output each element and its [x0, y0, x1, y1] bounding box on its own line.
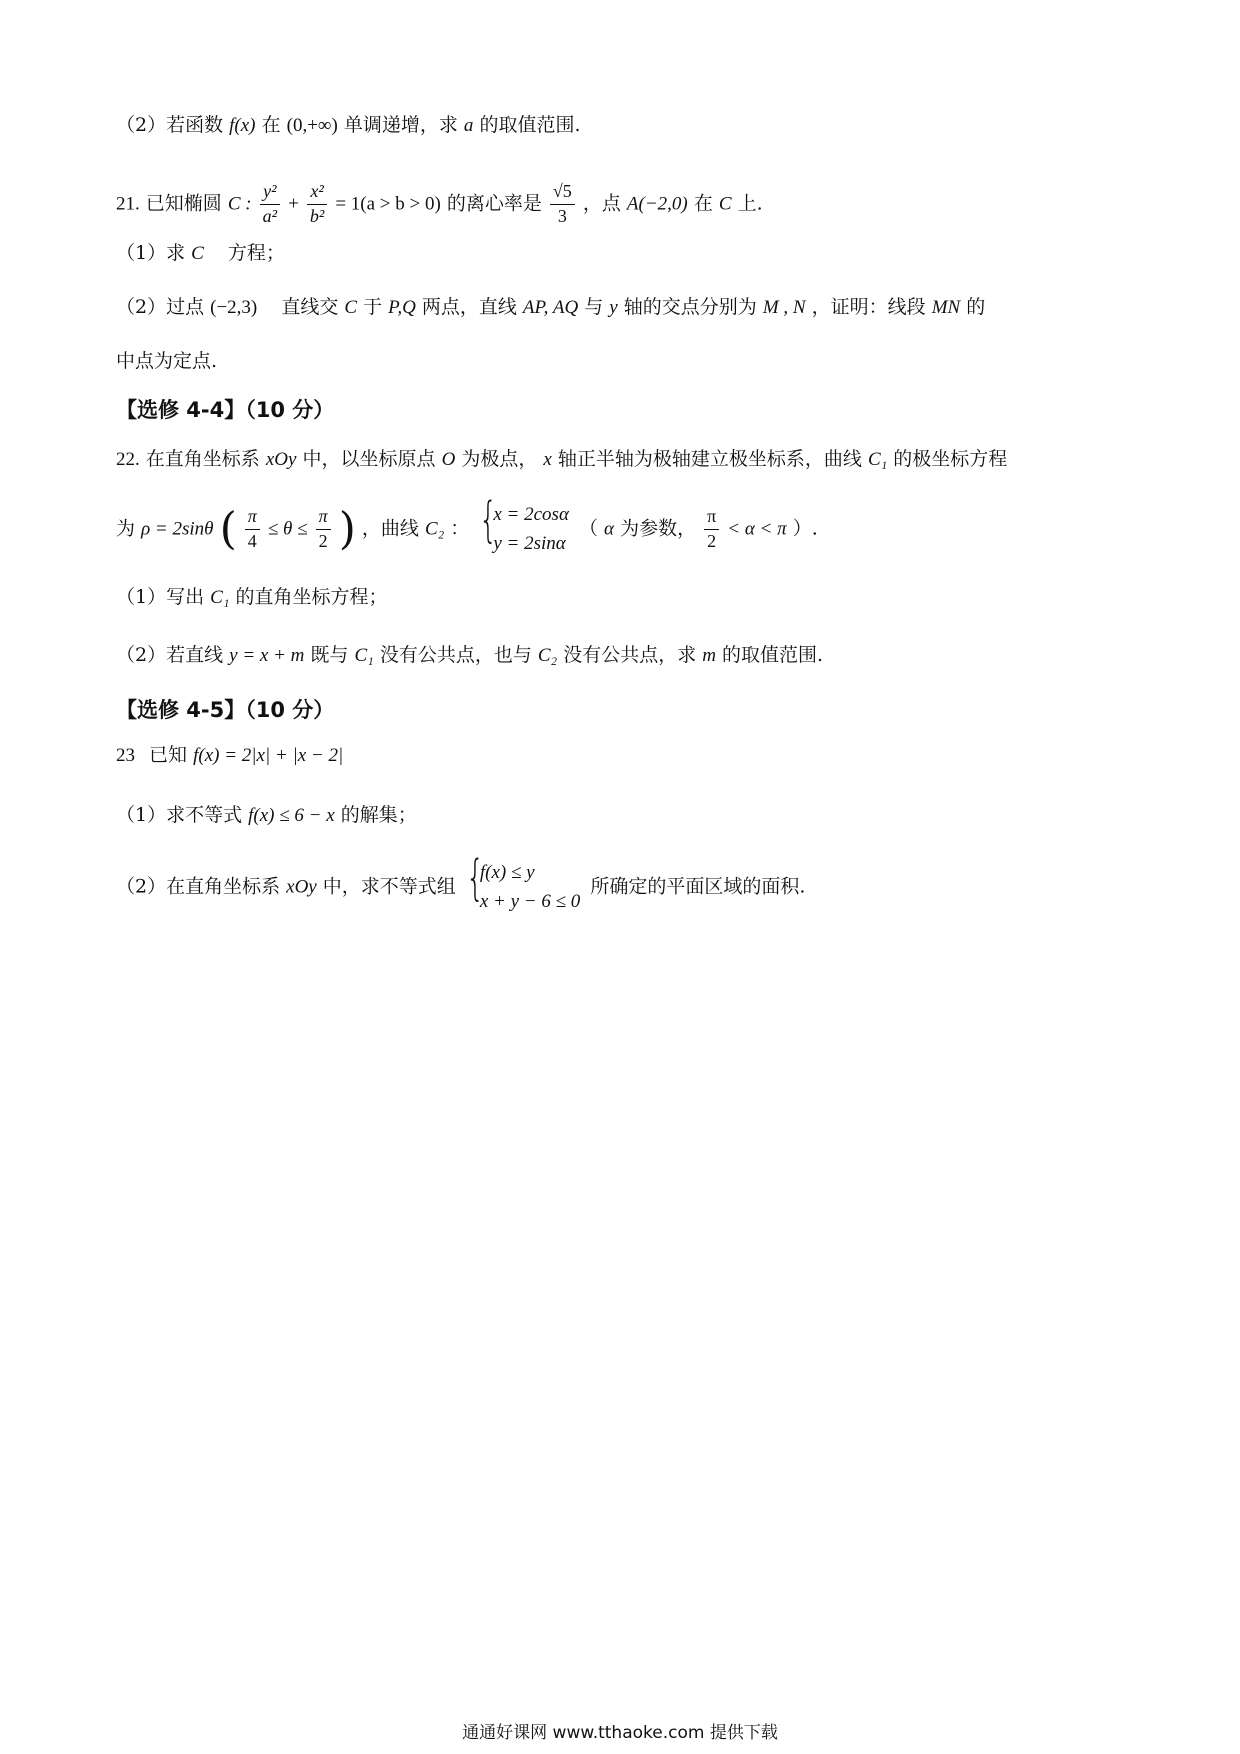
q20-suffix: 单调递增，求 — [343, 114, 458, 136]
q20-var-a: a — [463, 115, 474, 136]
q23-part2-c: 所确定的平面区域的面积. — [590, 875, 806, 898]
section-4-5-heading: 【选修 4-5】（10 分） — [116, 698, 335, 722]
q22-frac-2: 2 — [318, 530, 328, 551]
q21-part2-d: 于 — [363, 296, 383, 318]
q21-ecc-num: √5 — [550, 182, 575, 205]
q23-part2-a: （2）在直角坐标系 — [116, 875, 281, 898]
q21-part2-mn: M , N — [762, 297, 806, 318]
q22-right-paren: ) — [338, 503, 356, 555]
q20-func: f(x) — [229, 115, 256, 136]
q22-origin: O — [441, 449, 456, 470]
q21-intro-text: 已知椭圆 — [145, 192, 222, 215]
q22-part1-c1: C₁ — [210, 587, 230, 608]
q22-intro — [116, 450, 1007, 469]
q21-part2-f: 与 — [584, 296, 604, 318]
footer-watermark: 通通好课网 www.tthaoke.com 提供下载 — [462, 1723, 778, 1743]
q23-func: f(x) = 2|x| + |x − 2| — [193, 745, 344, 766]
q20-end: 的取值范围. — [479, 114, 581, 136]
q22-sys-row1: x = 2cosα — [493, 504, 569, 525]
q22-c2: C₂ — [424, 518, 445, 540]
q21-part2-i: 的 — [966, 296, 986, 318]
q21-eq-condition: = 1(a > b > 0) — [335, 193, 441, 215]
q22-param-b: 为参数， — [620, 517, 697, 540]
q21-on-curve: C — [718, 193, 732, 215]
q22-theta-range: ≤ θ ≤ — [267, 518, 308, 540]
q21-point-text: ，点 — [582, 192, 621, 215]
q23-brace: { — [465, 850, 485, 906]
q22-c1: C₁ — [867, 449, 888, 470]
q22-alpha: α — [604, 518, 615, 540]
q22-number: 22. — [116, 449, 140, 470]
q20-mid: 在 — [261, 114, 281, 136]
q21-frac1-den: a² — [262, 205, 278, 226]
q22-frac-pi-2 — [316, 507, 331, 552]
q21-frac-y-over-a — [260, 182, 280, 227]
q21-part2-b: 直线交 — [281, 296, 339, 318]
q21-frac2-num: x² — [307, 182, 327, 205]
q21-frac-x-over-b — [307, 182, 327, 227]
q21-number: 21. — [116, 193, 140, 215]
q21-plus: + — [288, 193, 299, 215]
q21-part1-prefix: （1）求 — [116, 242, 186, 264]
q23-sys-row1: f(x) ≤ y — [479, 862, 535, 883]
q22-p-2: 2 — [707, 530, 717, 551]
q21-part1-var: C — [191, 243, 204, 264]
q21-part2-pq: P,Q — [388, 297, 416, 318]
q21-point-a: A(−2,0) — [626, 193, 688, 215]
q23-intro-text: 已知 — [149, 744, 188, 766]
q21-part2-lines: AP, AQ — [522, 297, 579, 318]
q21-intro — [116, 182, 763, 227]
q22-p-pi: π — [704, 507, 719, 530]
q21-part2-c: C — [344, 297, 358, 318]
q22-part2-m: m — [702, 645, 716, 666]
q22-part1-b: 的直角坐标方程； — [235, 586, 388, 608]
q22-intro-c: 为极点， — [461, 448, 538, 470]
q23-part2-xoy: xOy — [286, 876, 317, 898]
q22-part2-line: y = x + m — [229, 645, 305, 666]
section-4-4-heading: 【选修 4-4】（10 分） — [116, 398, 335, 422]
q22-brace: { — [479, 492, 498, 548]
q23-intro — [116, 746, 343, 765]
q22-rho-eq: ρ = 2sinθ — [141, 518, 214, 540]
q21-part2-point: (−2,3) — [210, 297, 258, 318]
q22-frac-pi2: π — [316, 507, 331, 530]
q22-param-a: （ — [578, 517, 598, 540]
q22-intro-a: 在直角坐标系 — [145, 448, 260, 470]
q22-colon: ： — [450, 517, 470, 540]
q21-part2-seg: MN — [931, 297, 961, 318]
q23-inequality-system — [465, 850, 581, 917]
q22-parametric-system — [479, 492, 569, 559]
q23-part1-a: （1）求不等式 — [116, 804, 243, 826]
q22-part2-c2: C₂ — [537, 645, 558, 666]
q21-part2-line2-text: 中点为定点. — [116, 350, 218, 372]
q21-part2-h: ，证明：线段 — [811, 296, 926, 318]
q21-curve-name: C : — [227, 193, 252, 215]
q23-part1-b: 的解集； — [340, 804, 417, 826]
q21-ecc-den: 3 — [557, 205, 567, 226]
q20-interval: (0,+∞) — [286, 115, 338, 136]
q22-line2-a: 为 — [116, 517, 136, 540]
q22-line2-b: ，曲线 — [361, 517, 419, 540]
q23-part2 — [116, 850, 806, 917]
q21-ecc-text: 的离心率是 — [446, 192, 542, 215]
q22-intro-d: 轴正半轴为极轴建立极坐标系，曲线 — [557, 448, 862, 470]
q22-xoy: xOy — [265, 449, 297, 470]
q21-on-text: 在 — [693, 192, 713, 215]
q21-part1 — [116, 244, 285, 263]
q22-frac-pi-over-2 — [704, 507, 719, 552]
q22-part1 — [116, 588, 387, 607]
q22-part2-a: （2）若直线 — [116, 644, 224, 666]
q23-sys-row2: x + y − 6 ≤ 0 — [479, 891, 581, 913]
q21-part2-g: 轴的交点分别为 — [623, 296, 757, 318]
q22-intro-b: 中，以坐标原点 — [302, 448, 436, 470]
q21-part1-suffix: 方程； — [227, 242, 285, 264]
q22-sys-row2: y = 2sinα — [493, 533, 566, 555]
q22-param-d: ）. — [792, 517, 818, 540]
q21-on-end: 上. — [737, 192, 763, 215]
q21-part2-a: （2）过点 — [116, 296, 205, 318]
q22-part2-d: 没有公共点，求 — [563, 644, 697, 666]
q22-equations — [116, 492, 818, 559]
q21-part2-y: y — [609, 297, 618, 318]
q22-part2-b: 既与 — [310, 644, 349, 666]
q21-part2 — [116, 298, 985, 317]
q21-eccentricity — [550, 182, 575, 227]
q22-left-paren: ( — [219, 503, 237, 555]
q22-x: x — [543, 449, 552, 470]
q22-part2 — [116, 646, 823, 665]
q23-part1 — [116, 806, 417, 825]
q22-part2-c1: C₁ — [354, 645, 374, 666]
q22-intro-e: 的极坐标方程 — [893, 448, 1008, 470]
q21-part2-line2 — [116, 352, 217, 371]
q21-frac1-num: y² — [260, 182, 280, 205]
q22-param-c: < α < π — [727, 518, 787, 540]
q22-frac-pi: π — [245, 507, 260, 530]
q21-frac2-den: b² — [309, 205, 325, 226]
q23-part1-ineq: f(x) ≤ 6 − x — [248, 805, 335, 826]
q22-part1-a: （1）写出 — [116, 586, 205, 608]
q22-part2-c: 没有公共点，也与 — [379, 644, 532, 666]
q23-number: 23 — [116, 745, 135, 766]
q22-part2-e: 的取值范围. — [722, 644, 824, 666]
q21-part2-e: 两点，直线 — [421, 296, 517, 318]
q20-part2-prefix: （2）若函数 — [116, 114, 224, 136]
q20-part2 — [116, 116, 581, 135]
q23-part2-b: 中，求不等式组 — [322, 875, 456, 898]
q22-frac-pi-4 — [245, 507, 260, 552]
q22-frac-4: 4 — [247, 530, 257, 551]
